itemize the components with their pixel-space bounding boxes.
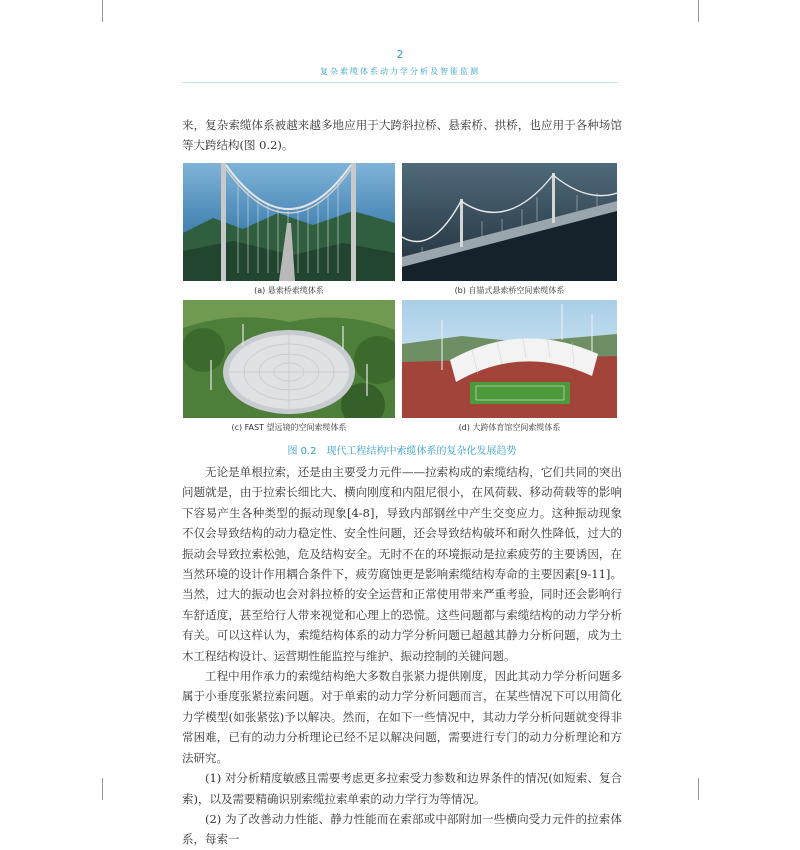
crop-mark (80, 0, 103, 22)
body-paragraph: (2) 为了改善动力性能、静力性能而在索部或中部附加一些横向受力元件的拉索体系，每索一 (182, 811, 622, 847)
crop-mark (698, 778, 721, 800)
running-head: 复杂索缆体系动力学分析及智能监测 (320, 67, 480, 76)
figure-number: 图 0.2 (287, 446, 317, 457)
figure-title-text: 现代工程结构中索缆体系的复杂化发展趋势 (326, 446, 517, 457)
figure-panel-c-caption: (c) FAST 望远镜的空间索缆体系 (231, 423, 347, 432)
intro-paragraph: 来，复杂索缆体系被越来越多地应用于大跨斜拉桥、悬索桥、拱桥，也应用于各种场馆等大跨结构(图 0.2)。 (182, 118, 622, 153)
figure-title (182, 442, 622, 457)
figure-panel-c-photo (183, 300, 395, 418)
header-rule (182, 82, 618, 83)
figure-panel-d-photo (402, 300, 617, 418)
figure-panel-a-caption: (a) 悬索桥索缆体系 (254, 286, 324, 295)
body-paragraph: 工程中用作承力的索缆结构绝大多数自张紧力提供刚度，因此其动力学分析问题多属于小垂度张紧拉索问题。对于单索的动力学分析问题而言，在某些情况下可以用简化力学模型(如张紧弦)予以解决。然而，在如下一些情况中，其动力学分析问题就变得非常困难，已有的动力分析理论已经不足以解决问题，需要进行专门的动力分析理论和方法研究。 (182, 669, 622, 765)
body-text-block (182, 462, 622, 850)
figure-panel-d-caption: (d) 大跨体育馆空间索缆体系 (458, 423, 561, 432)
intro-text-block (182, 115, 622, 156)
crop-mark (80, 778, 103, 800)
crop-mark (698, 0, 721, 22)
body-paragraph: 无论是单根拉索，还是由主要受力元件——拉索构成的索缆结构，它们共同的突出问题就是，由于拉索长细比大、横向刚度和内阻尼很小，在风荷载、移动荷载等的影响下容易产生各种类型的振动现象[4-8]，导致内部钢丝中产生交变应力。这种振动现象不仅会导致结构的动力稳定性、安全性问题，还会导致结构破坏和耐久性降低，过大的振动会导致拉索松弛，危及结构安全。无时不在的环境振动是拉索疲劳的主要诱因，在当然环境的设计作用耦合条件下，疲劳腐蚀更是影响索缆结构寿命的主要因素[9-11]。当然，过大的振动也会对斜拉桥的安全运营和正常使用带来严重考验，同时还会影响行车舒适度，甚至给行人带来视觉和心理上的恐慌。这些问题都与索缆结构的动力学分析有关。可以这样认为，索缆结构体系的动力学分析问题已超越其静力分析问题，成为土木工程结构设计、运营期性能监控与维护、振动控制的关键问题。 (182, 465, 622, 663)
body-paragraph: (1) 对分析精度敏感且需要考虑更多拉索受力参数和边界条件的情况(如短索、复合索)，以及需要精确识别索缆拉索单索的动力学行为等情况。 (182, 771, 622, 806)
figure-panel-b-photo (402, 163, 617, 281)
figure-panel-a-photo (183, 163, 395, 281)
figure-panel-b-caption: (b) 自锚式悬索桥空间索缆体系 (454, 286, 565, 295)
page-number: 2 (396, 48, 404, 61)
